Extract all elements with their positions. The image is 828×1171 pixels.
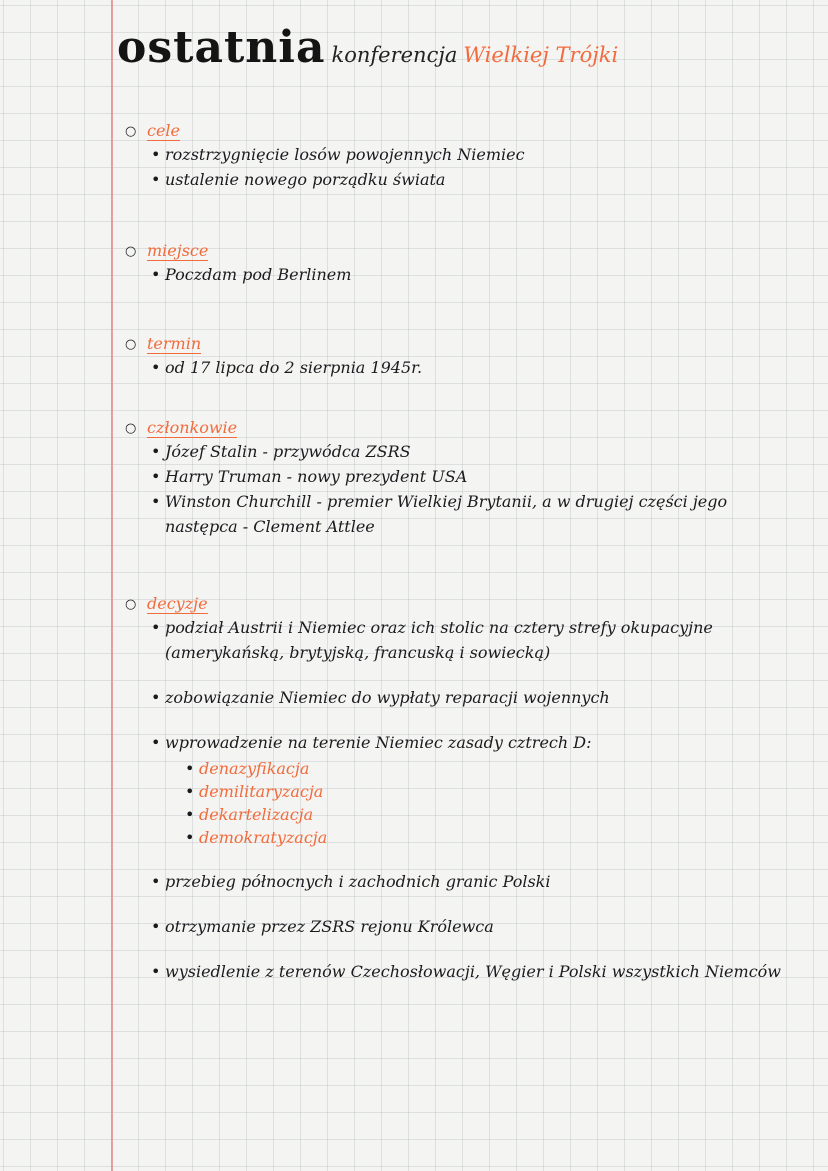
four-d-item: • dekartelizacja: [185, 803, 785, 826]
list-item: • wprowadzenie na terenie Niemiec zasady cztrech D: • denazyfikacja • demilitaryzacja • dekartelizacja • demokratyzacja: [151, 730, 785, 849]
bullet-list: [125, 439, 785, 539]
list-item: • wysiedlenie z terenów Czechosłowacji, Węgier i Polski wszystkich Niemców: [151, 959, 785, 984]
title-part-1: ostatnia: [117, 22, 326, 73]
page-title: [117, 22, 618, 73]
list-item: • Józef Stalin - przywódca ZSRS: [151, 439, 785, 464]
list-item: • od 17 lipca do 2 sierpnia 1945r.: [151, 355, 785, 380]
margin-line: [111, 0, 113, 1171]
list-item: • zobowiązanie Niemiec do wypłaty reparacji wojennych: [151, 685, 785, 710]
list-item: • przebieg północnych i zachodnich granic Polski: [151, 869, 785, 894]
list-item: • otrzymanie przez ZSRS rejonu Królewca: [151, 914, 785, 939]
list-item: • ustalenie nowego porządku świata: [151, 167, 785, 192]
section-cele: [125, 120, 785, 192]
list-item: • podział Austrii i Niemiec oraz ich stolic na cztery strefy okupacyjne (amerykańską, brytyjską, francuską i sowiecką): [151, 615, 785, 665]
list-item: • Winston Churchill - premier Wielkiej Brytanii, a w drugiej części jego następca - Clement Attlee: [151, 489, 785, 539]
title-part-2: konferencja: [331, 43, 458, 67]
section-heading: ○ członkowie: [125, 417, 785, 439]
list-item: • rozstrzygnięcie losów powojennych Niemiec: [151, 142, 785, 167]
section-heading: ○ decyzje: [125, 593, 785, 615]
section-termin: [125, 333, 785, 380]
section-decyzje: [125, 593, 785, 984]
four-d-item: • demilitaryzacja: [185, 780, 785, 803]
four-d-list: [165, 757, 785, 849]
bullet-list: [125, 355, 785, 380]
bullet-list: [125, 142, 785, 192]
section-miejsce: [125, 240, 785, 287]
section-czlonkowie: [125, 417, 785, 539]
four-d-item: • demokratyzacja: [185, 826, 785, 849]
section-heading: ○ termin: [125, 333, 785, 355]
title-part-3: Wielkiej Trójki: [463, 43, 619, 67]
bullet-list: [125, 615, 785, 984]
section-heading: ○ cele: [125, 120, 785, 142]
four-d-item: • denazyfikacja: [185, 757, 785, 780]
list-item: • Poczdam pod Berlinem: [151, 262, 785, 287]
list-item: • Harry Truman - nowy prezydent USA: [151, 464, 785, 489]
bullet-list: [125, 262, 785, 287]
section-heading: ○ miejsce: [125, 240, 785, 262]
